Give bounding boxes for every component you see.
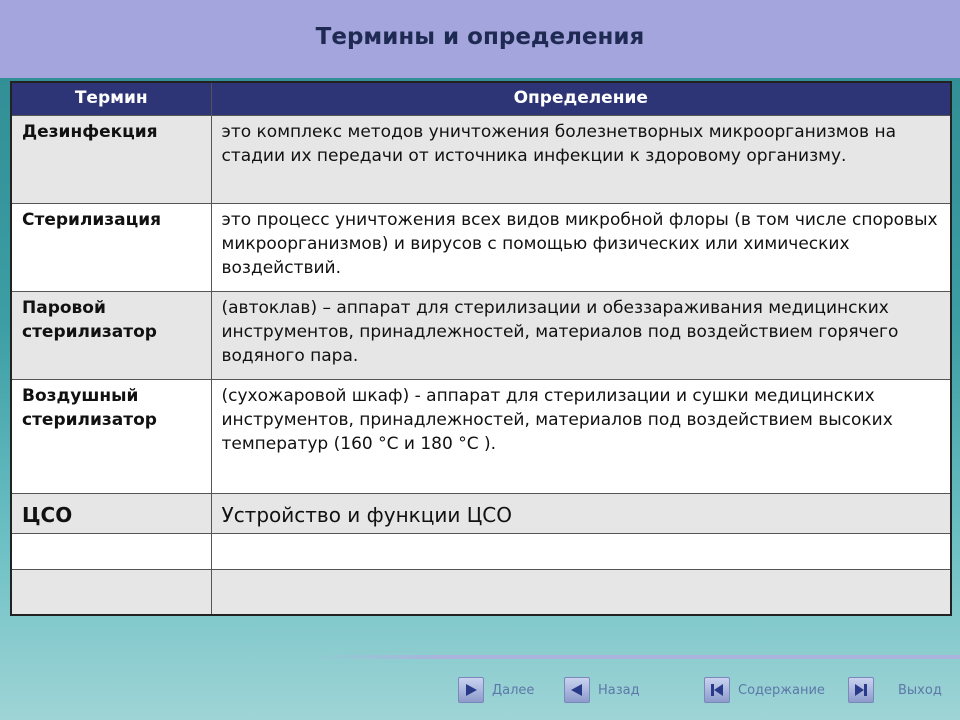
term-cell: Дезинфекция — [11, 116, 211, 204]
skip-forward-icon — [853, 682, 869, 698]
contents-label[interactable]: Содержание — [738, 682, 825, 698]
table-row — [11, 494, 951, 534]
definition-cell: (автоклав) – аппарат для стерилизации и обеззараживания медицинских инструментов, принадлежностей, материалов под воздействием горячего водяного пара. — [211, 292, 951, 380]
contents-button[interactable] — [704, 677, 730, 703]
page-title: Термины и определения — [315, 24, 645, 50]
table-row — [11, 380, 951, 494]
term-cell: Воздушный стерилизатор — [11, 380, 211, 494]
empty-cell — [211, 534, 951, 570]
contents-nav[interactable] — [704, 676, 825, 704]
empty-cell — [11, 534, 211, 570]
next-nav[interactable] — [458, 676, 534, 704]
exit-label[interactable]: Выход — [898, 682, 942, 698]
empty-cell — [211, 570, 951, 616]
definition-cell: Устройство и функции ЦСО — [211, 494, 951, 534]
header-term: Термин — [11, 82, 211, 116]
table-row — [11, 116, 951, 204]
play-right-icon — [463, 682, 479, 698]
skip-back-icon — [709, 682, 725, 698]
next-label[interactable]: Далее — [492, 682, 535, 698]
table-row-empty — [11, 534, 951, 570]
header-definition: Определение — [211, 82, 951, 116]
definition-cell: (сухожаровой шкаф) - аппарат для стерилизации и сушки медицинских инструментов, принадлежностей, материалов под воздействием высоких температур (160 °C и 180 °C ). — [211, 380, 951, 494]
table-header-row — [11, 82, 951, 116]
footer-divider — [312, 655, 960, 659]
exit-button[interactable] — [848, 677, 874, 703]
term-cell: Стерилизация — [11, 204, 211, 292]
back-button[interactable] — [564, 677, 590, 703]
table-row — [11, 292, 951, 380]
terms-table — [10, 81, 952, 616]
back-label[interactable]: Назад — [598, 682, 640, 698]
definition-cell: это процесс уничтожения всех видов микробной флоры (в том числе споровых микроорганизмов) и вирусов с помощью физических или химических воздействий. — [211, 204, 951, 292]
back-nav[interactable] — [564, 676, 640, 704]
next-button[interactable] — [458, 677, 484, 703]
exit-nav[interactable] — [848, 676, 942, 704]
term-cell: Паровой стерилизатор — [11, 292, 211, 380]
play-left-icon — [569, 682, 585, 698]
table-row-empty — [11, 570, 951, 616]
empty-cell — [11, 570, 211, 616]
term-cell: ЦСО — [11, 494, 211, 534]
table-row — [11, 204, 951, 292]
definition-cell: это комплекс методов уничтожения болезнетворных микроорганизмов на стадии их передачи от источника инфекции к здоровому организму. — [211, 116, 951, 204]
